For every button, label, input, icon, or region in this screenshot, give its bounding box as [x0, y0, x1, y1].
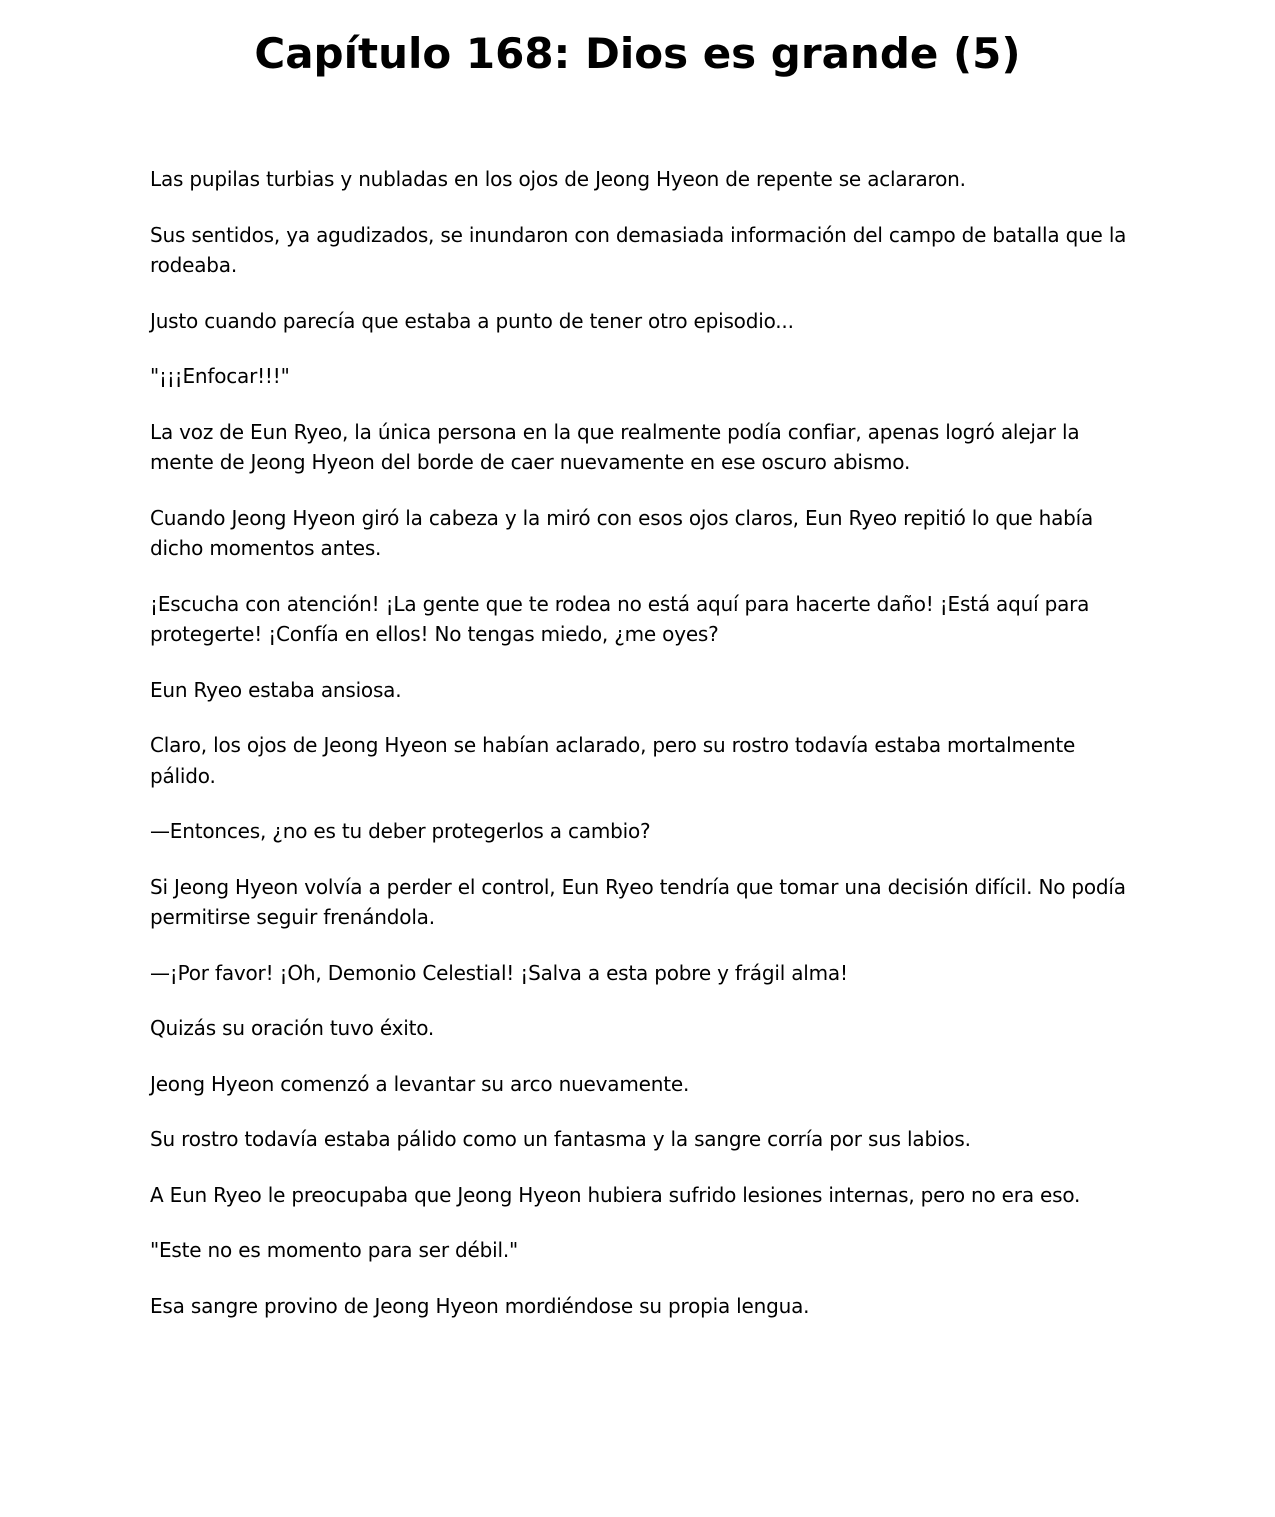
- paragraph: Las pupilas turbias y nubladas en los ojos de Jeong Hyeon de repente se aclararon.: [150, 167, 966, 191]
- paragraph: —¡Por favor! ¡Oh, Demonio Celestial! ¡Salva a esta pobre y frágil alma!: [150, 960, 848, 985]
- paragraph: "Este no es momento para ser débil.": [150, 1238, 518, 1262]
- paragraph: Eun Ryeo estaba ansiosa.: [150, 677, 402, 702]
- paragraph: Su rostro todavía estaba pálido como un fantasma y la sangre corría por sus labios.: [150, 1127, 971, 1151]
- paragraph: "¡¡¡Enfocar!!!": [150, 364, 290, 388]
- paragraph: Justo cuando parecía que estaba a punto de tener otro episodio...: [150, 308, 794, 333]
- paragraph: La voz de Eun Ryeo, la única persona en la que realmente podía confiar, apenas logró alejar la mente de Jeong Hyeon del borde de caer nuevamente en ese oscuro abismo.: [150, 419, 1080, 474]
- paragraph: ¡Escucha con atención! ¡La gente que te rodea no está aquí para hacerte daño! ¡Está aquí para protegerte! ¡Confía en ellos! No tengas miedo, ¿me oyes?: [150, 591, 1090, 646]
- paragraph: Esa sangre provino de Jeong Hyeon mordiéndose su propia lengua.: [150, 1293, 810, 1318]
- paragraph: Sus sentidos, ya agudizados, se inundaron con demasiada información del campo de batalla que la rodeaba.: [150, 222, 1127, 277]
- paragraph: Cuando Jeong Hyeon giró la cabeza y la miró con esos ojos claros, Eun Ryeo repitió lo que había dicho momentos antes.: [150, 505, 1094, 560]
- paragraph: Quizás su oración tuvo éxito.: [150, 1016, 435, 1040]
- paragraph: Si Jeong Hyeon volvía a perder el control, Eun Ryeo tendría que tomar una decisión difícil. No podía permitirse seguir frenándola.: [150, 874, 1126, 929]
- chapter-title: Capítulo 168: Dios es grande (5): [254, 29, 1021, 78]
- paragraph: A Eun Ryeo le preocupaba que Jeong Hyeon hubiera sufrido lesiones internas, pero no era eso.: [150, 1182, 1081, 1207]
- chapter-body: [150, 164, 1140, 1346]
- paragraph: Jeong Hyeon comenzó a levantar su arco nuevamente.: [150, 1071, 690, 1096]
- paragraph: Claro, los ojos de Jeong Hyeon se habían aclarado, pero su rostro todavía estaba mortalmente pálido.: [150, 733, 1076, 788]
- paragraph: —Entonces, ¿no es tu deber protegerlos a cambio?: [150, 819, 651, 843]
